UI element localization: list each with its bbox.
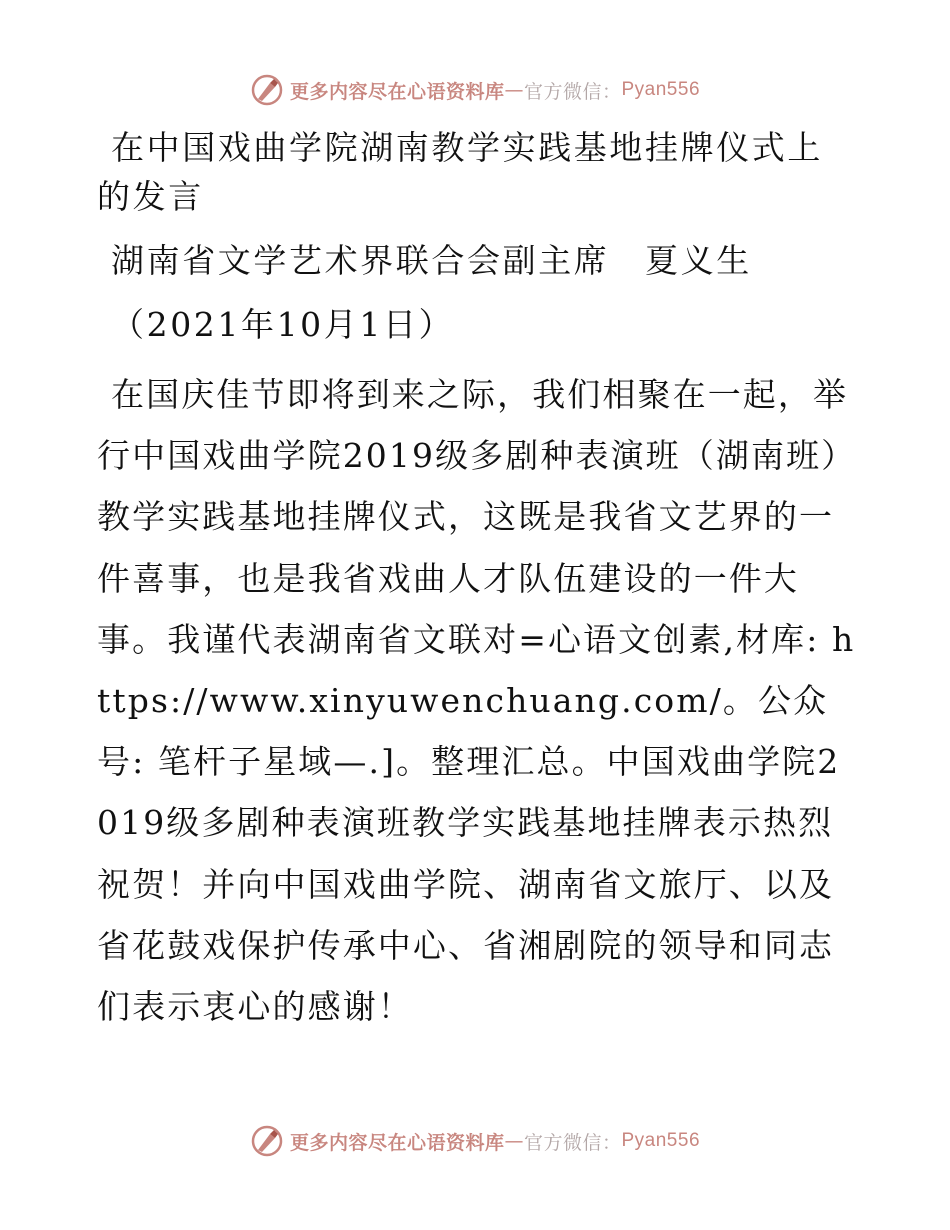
- watermark-footer: [0, 1123, 950, 1159]
- document-paragraph: 在国庆佳节即将到来之际，我们相聚在一起，举行中国戏曲学院2019级多剧种表演班（湖南班）教学实践基地挂牌仪式，这既是我省文艺界的一件喜事，也是我省戏曲人才队伍建设的一件大事。我谨代表湖南省文联对=心语文创素,材库: https://www.xinyuwenchuang.com/。公众号: 笔杆子星域—.]。整理汇总。中国戏曲学院2019级多剧种表演班教学实践基地挂牌表示热烈祝贺！并向中国戏曲学院、湖南省文旅厅、以及省花鼓戏保护传承中心、省湘剧院的领导和同志们表示衷心的感谢！: [97, 375, 857, 1027]
- document-body: [97, 123, 857, 1037]
- document-author: 湖南省文学艺术界联合会副主席 夏义生: [111, 241, 752, 280]
- watermark-account: Pyan556: [621, 1130, 701, 1151]
- watermark-label: 官方微信：: [523, 1131, 622, 1154]
- document-title: 在中国戏曲学院湖南教学实践基地挂牌仪式上的发言: [97, 128, 823, 216]
- watermark-dash: —: [504, 1130, 524, 1152]
- watermark-brand: 更多内容尽在心语资料库: [289, 1131, 505, 1154]
- pen-nib-logo-icon: [250, 73, 284, 107]
- pen-nib-logo-icon: [250, 1124, 284, 1158]
- watermark-brand: 更多内容尽在心语资料库: [289, 80, 505, 103]
- document-date: （2021年10月1日）: [111, 305, 455, 344]
- watermark-dash: —: [504, 79, 524, 101]
- watermark-header: [0, 72, 950, 108]
- watermark-label: 官方微信：: [523, 80, 622, 103]
- watermark-account: Pyan556: [621, 79, 701, 100]
